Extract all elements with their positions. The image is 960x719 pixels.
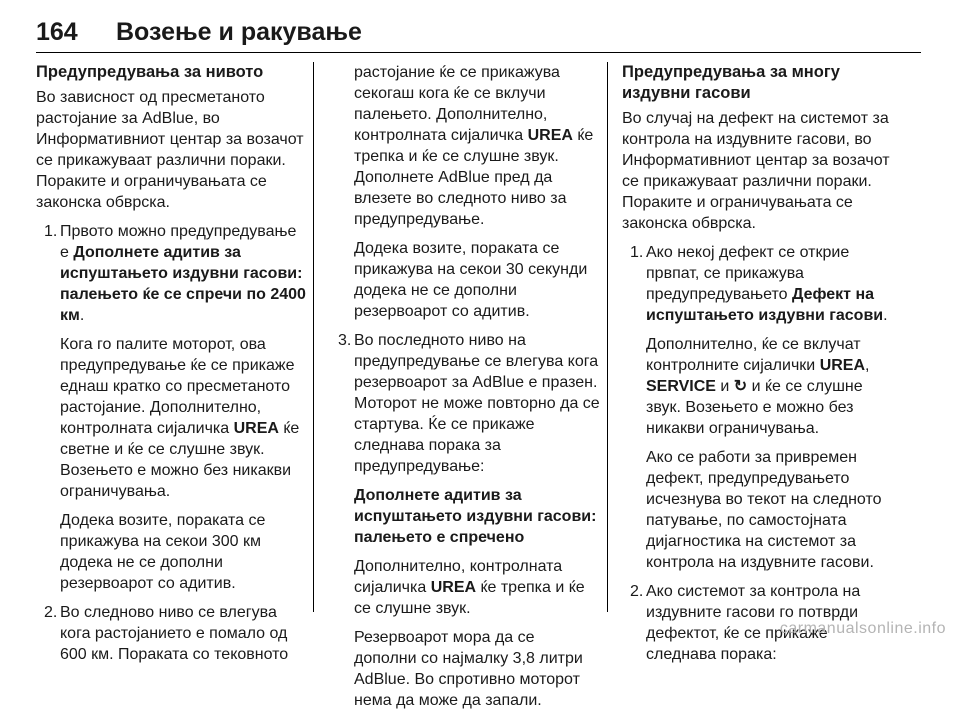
list-number: 1. [44,223,58,240]
column-2 [330,62,600,719]
urea-lamp-label: UREA [430,579,477,596]
list-number: 1. [630,244,644,261]
item-text: Ако системот за контрола на издувните гасови го потврди дефектот, ќе се прикаже следнава порака: [646,583,861,663]
urea-lamp-label: UREA [233,420,279,437]
item-text: Во следново ниво се влегува кога растојанието е помало од 600 км. Пораката со тековното [60,604,289,663]
list-item [330,330,600,477]
paragraph: Во случај на дефект на системот за контрола на издувните гасови, во Информативниот центар за возачот се прикажуваат различни пораки. Пораките и ограничувањата се законска обврска. [622,110,890,232]
item-text: Ако некој дефект се открие првпат, се прикажува предупредувањето [646,244,850,303]
engine-lamp-icon: ↻ [733,378,748,395]
warning-message: Дефект на испуштањето издувни гасови [646,286,884,324]
service-lamp-label: SERVICE [646,378,716,395]
paragraph: Додека возите, пораката се прикажува на секои 300 км додека не се дополни резервоарот со адитив. [60,512,266,592]
item-text: Во последното ниво на предупредување се влегува кога резервоарот за AdBlue е празен. Моторот не може повторно да се стартува. Ќе се прикаже следнава порака за предупредување: [354,332,600,475]
paragraph: Кога го палите моторот, ова предупредување ќе се прикаже еднаш кратко со пресметаното растојание. Дополнително, контролната сијаличка UREA ќе светне и ќе се слушне звук. Возењето е можно без никакви ограничувања. [60,336,300,500]
section-heading: Предупредувања за многу издувни гасови [622,63,840,102]
list-number: 3. [338,332,352,349]
section-heading: Предупредувања за нивото [36,63,264,81]
column-1 [36,62,306,673]
column-divider [607,62,608,612]
paragraph: Во зависност од пресметаното растојание за AdBlue, во Информативниот центар за возачот се прикажуваат различни пораки. Пораките и ограничувањата се законска обврска. [36,89,304,211]
list-item [36,602,306,665]
page-title: Возење и ракување [116,18,362,46]
paragraph: Ако се работи за привремен дефект, предупредувањето исчезнува во текот на следното патување, по самостојната дијагностика на системот за контрола на издувните гасови. [646,449,882,571]
paragraph: Дополнително, контролната сијаличка UREA ќе трепка и ќе се слушне звук. [354,558,585,617]
warning-message: Дополнете адитив за испуштањето издувни гасови: палењето ќе се спречи по 2400 км [60,244,306,324]
column-3 [622,62,892,673]
warning-message: Дополнете адитив за испуштањето издувни гасови: палењето е спречено [354,487,597,546]
list-item: 1. Ако некој дефект се открие првпат, се прикажува предупредувањето Дефект на испуштањето издувни гасови. [630,244,888,324]
watermark: carmanualsonline.info [779,620,946,637]
list-number: 2. [630,583,644,600]
urea-lamp-label: UREA [819,357,866,374]
paragraph: Дополнително, ќе се вклучат контролните сијалички UREA, SERVICE и ↻ и ќе се слушне звук. Возењето е можно без никакви ограничувања. [646,336,870,437]
column-divider [313,62,314,612]
page-number: 164 [36,18,78,46]
header-rule [36,52,921,53]
list-number: 2. [44,604,58,621]
list-item: 1. Првото можно предупредување е Дополнете адитив за испуштањето издувни гасови: палењето ќе се спречи по 2400 км. [44,223,306,324]
item-text: Првото можно предупредување е [60,223,297,261]
urea-lamp-label: UREA [527,127,573,144]
paragraph: растојание ќе се прикажува секогаш кога ќе се вклучи палењето. Дополнително, контролната сијаличка UREA ќе трепка и ќе се слушне звук. Дополнете AdBlue пред да влезете во следното ниво за предупредување. [354,64,594,228]
paragraph: Резервоарот мора да се дополни со најмалку 3,8 литри AdBlue. Во спротивно моторот нема да може да запали. [354,629,583,709]
paragraph: Додека возите, пораката се прикажува на секои 30 секунди додека не се дополни резервоарот со адитив. [354,240,588,320]
